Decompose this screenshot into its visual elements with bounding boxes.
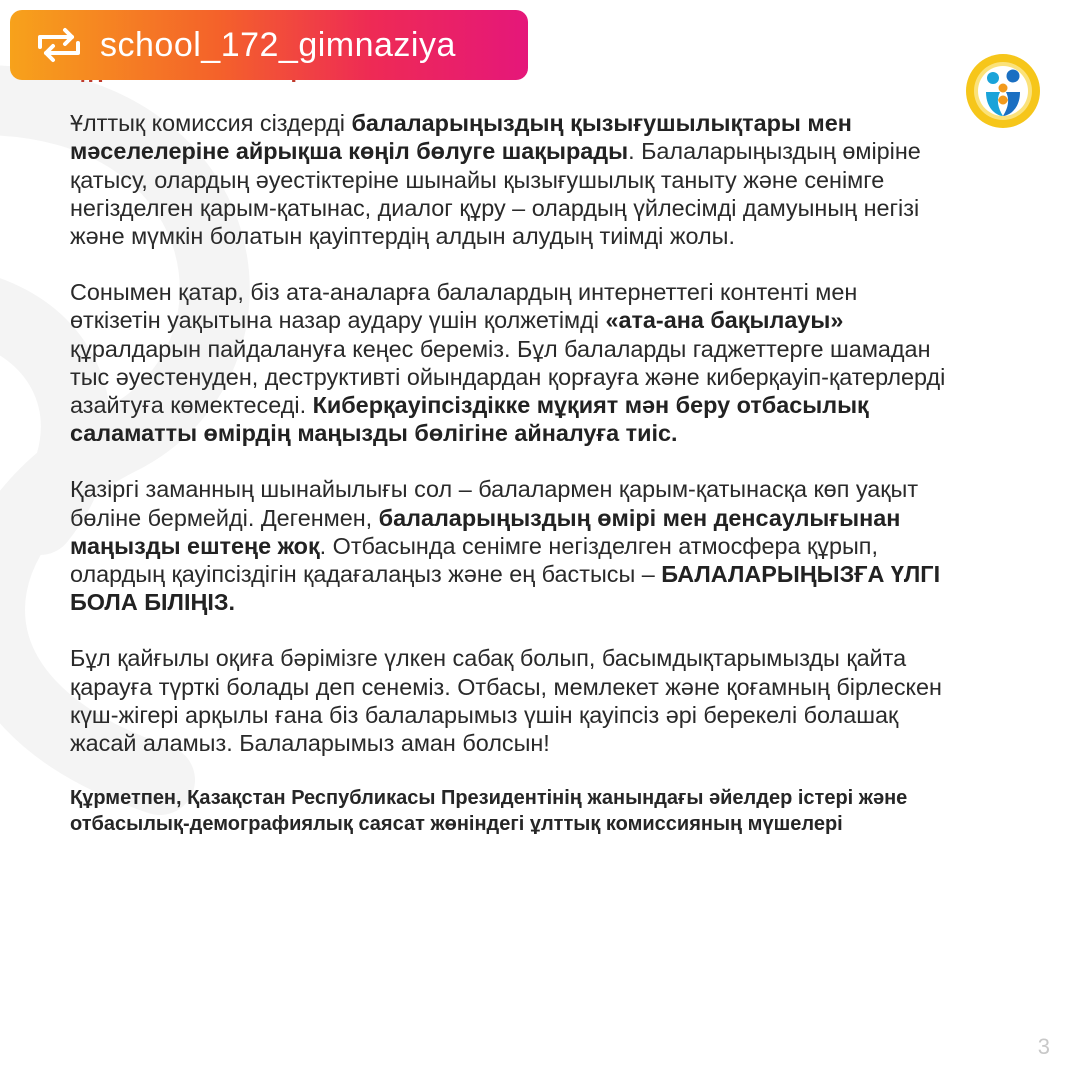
repost-icon [34, 25, 84, 65]
signature: Құрметпен, Қазақстан Республикасы Президентінің жанындағы әйелдер істері және отбасылық-демографиялық саясат жөніндегі ұлттық комиссияның мүшелері [70, 787, 908, 836]
paragraph-1-bold: балаларыңыздың қызығушылықтары мен мәселелеріне айрықша көңіл бөлуге шақырады [70, 110, 852, 165]
paragraph-2-bold-2: Киберқауіпсіздікке мұқият мән беру отбасылық саламатты өмірдің маңызды бөлігіне айналуға тиіс. [70, 392, 869, 447]
paragraph-1-text: Ұлттық комиссия сіздерді [70, 110, 352, 137]
paragraph-1-text-2: . Балаларыңыздың өміріне қатысу, олардың әуестіктеріне шынайы қызығушылық таныту және сенімге негізделген қарым-қатынас, диалог құру – олардың үйлесімді дамуының негізі және мүмкін болатын қауіптердің алдын алудың тиімді жолы. [70, 138, 921, 250]
paragraph-2-text: Сонымен қатар, біз ата-аналарға балалардың интернеттегі контенті мен өткізетін уақытына назар аудару үшін қолжетімді [70, 279, 858, 334]
repost-badge[interactable] [10, 10, 528, 80]
paragraph-1 [70, 109, 950, 250]
paragraph-4-text: Бұл қайғылы оқиға бәрімізге үлкен сабақ болып, басымдықтарымызды қайта қарауға түрткі болады деп сенеміз. Отбасы, мемлекет және қоғамның бірлескен күш-жігері арқылы ғана біз балаларымыз үшін қауіпсіз әрі берекелі болашақ жасай аламыз. Балаларымыз аман болсын! [70, 645, 942, 757]
commission-logo [964, 52, 1042, 130]
letter-body [70, 55, 950, 837]
paragraph-3-bold: балаларыңыздың өмірі мен денсаулығынан маңызды ештеңе жоқ [70, 504, 901, 559]
paragraph-3-text-2: . Отбасында сенімге негізделген атмосфера құрып, олардың қауіпсіздігін қадағалаңыз және ең бастысы – [70, 532, 878, 588]
repost-username[interactable]: school_172_gimnaziya [100, 25, 456, 64]
page-number: 3 [1037, 1034, 1050, 1059]
paragraph-2-bold: «ата-ана бақылауы» [605, 307, 844, 334]
paragraph-3-bold-2: БАЛАЛАРЫҢЫЗҒА ҮЛГІ БОЛА БІЛІҢІЗ. [70, 561, 941, 616]
paragraph-2 [70, 278, 950, 447]
paragraph-3 [70, 475, 950, 616]
paragraph-2-text-2: құралдарын пайдалануға кеңес береміз. Бұл балаларды гаджеттерге шамадан тыс әуестенуден, деструктивті ойындардан қорғауға және киберқауіп-қатерлерді азайтуға көмектеседі. [70, 335, 946, 419]
paragraph-3-text: Қазіргі заманның шынайылығы сол – балалармен қарым-қатынасқа көп уақыт бөліне бермейді. Дегенмен, [70, 476, 919, 531]
paragraph-4 [70, 644, 950, 757]
